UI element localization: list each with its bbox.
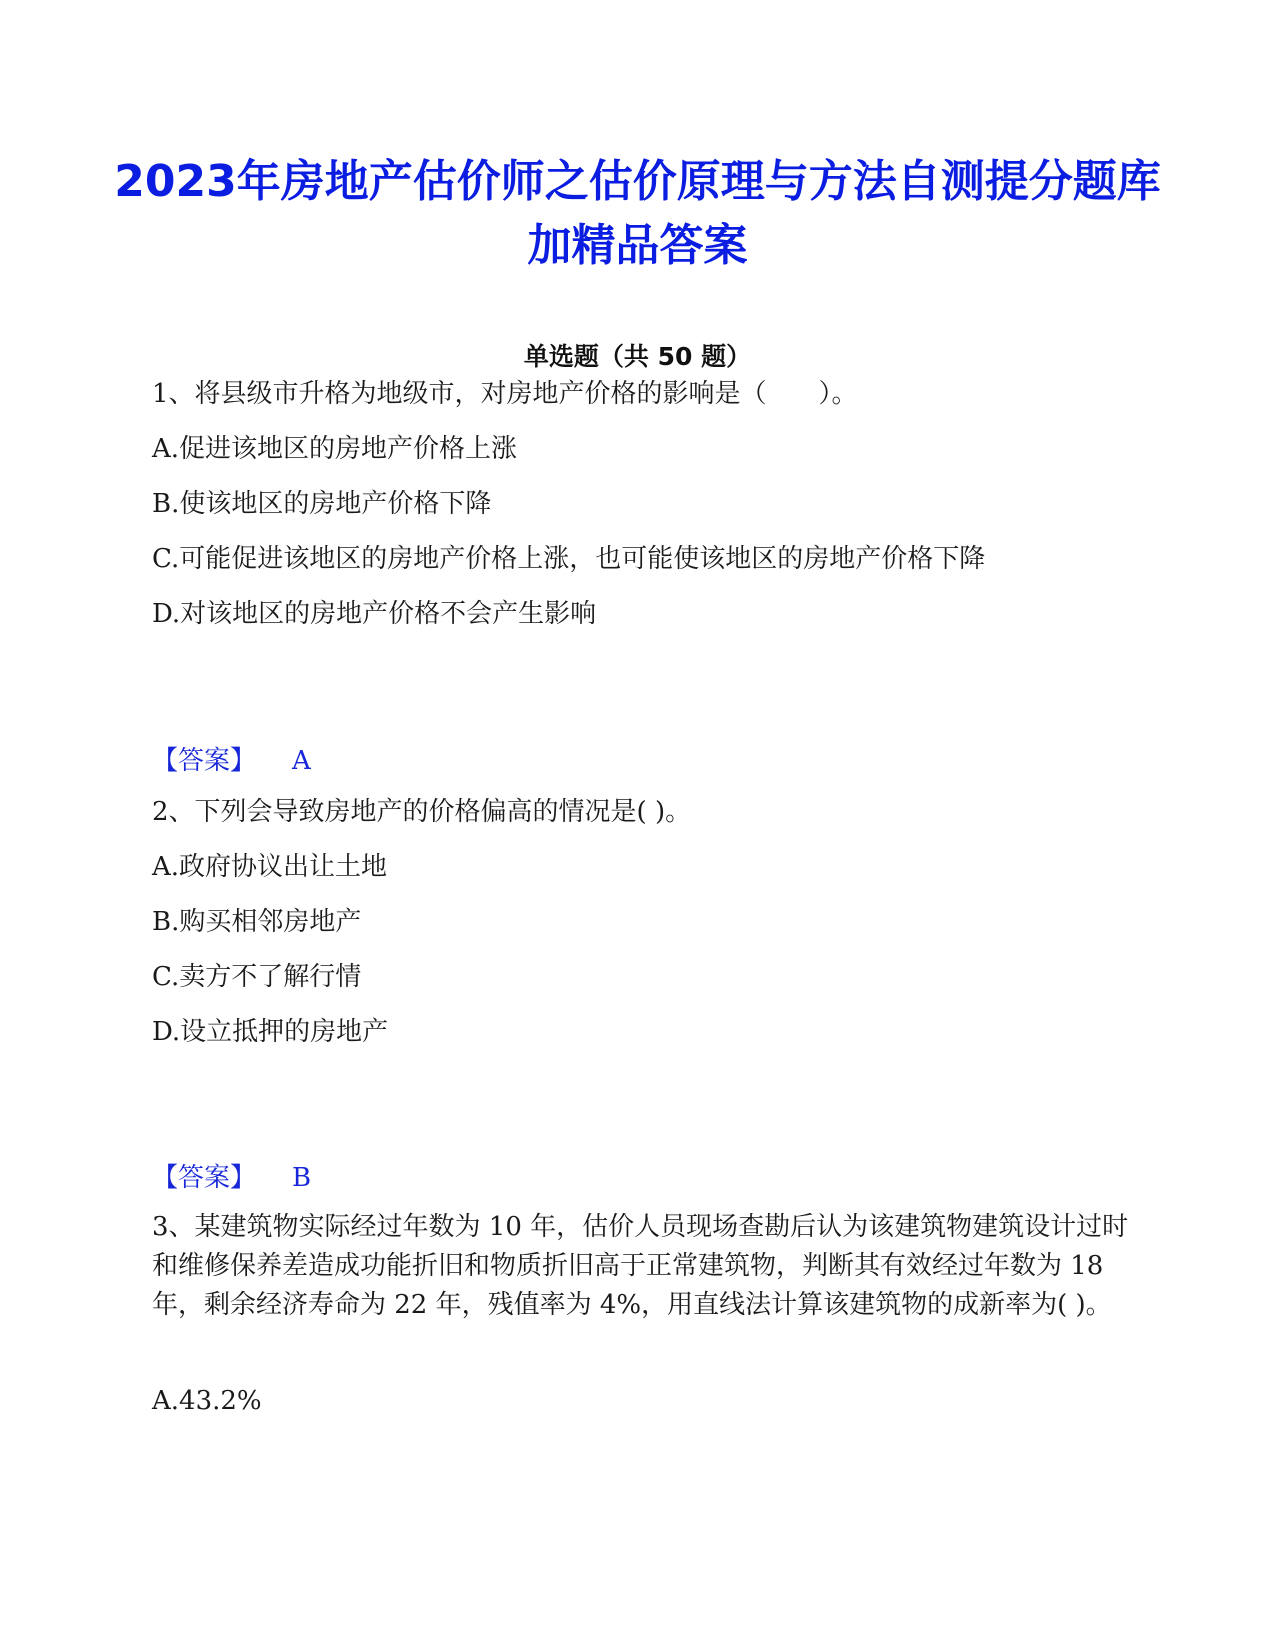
question-2-stem: 2、下列会导致房地产的价格偏高的情况是( )。 [152,797,692,827]
question-2-option-d: D.设立抵押的房地产 [152,1017,389,1047]
question-1-option-b: B.使该地区的房地产价格下降 [152,489,492,519]
answer-label: 【答案】 [152,746,257,776]
question-3-stem: 3、某建筑物实际经过年数为 10 年，估价人员现场查勘后认为该建筑物建筑设计过时和维修保养差造成功能折旧和物质折旧高于正常建筑物，判断其有效经过年数为 18 年，剩余经济寿命为 22 年，残值率为 4%，用直线法计算该建筑物的成新率为( )。 [152,1212,1129,1320]
answer-value: A [292,746,311,776]
question-1-stem: 1、将县级市升格为地级市，对房地产价格的影响是（ ）。 [152,379,858,409]
question-2-option-a: A.政府协议出让土地 [152,852,388,882]
question-2-option-b: B.购买相邻房地产 [152,907,362,937]
answer-label: 【答案】 [152,1163,257,1193]
question-3-option-a: A.43.2% [152,1386,262,1416]
document-title: 2023年房地产估价师之估价原理与方法自测提分题库加精品答案 [114,156,1161,271]
question-2-option-c: C.卖方不了解行情 [152,962,362,992]
section-heading: 单选题（共 50 题） [523,342,752,371]
question-1-answer [152,740,311,777]
question-1-option-d: D.对该地区的房地产价格不会产生影响 [152,599,597,629]
question-1-option-a: A.促进该地区的房地产价格上涨 [152,434,518,464]
question-2-answer [152,1157,311,1194]
answer-value: B [292,1163,312,1193]
question-1-option-c: C.可能促进该地区的房地产价格上涨，也可能使该地区的房地产价格下降 [152,544,986,574]
